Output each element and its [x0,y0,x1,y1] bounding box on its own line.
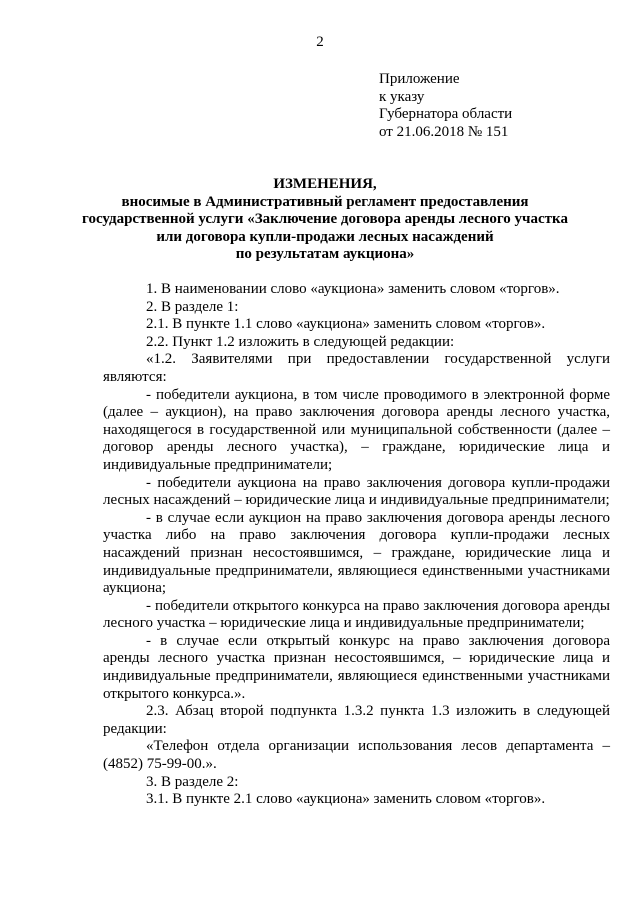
paragraph: - в случае если аукцион на право заключения договора аренды лесного участка либо на право заключения договора купли-продажи лесных насаждений признан несостоявшимся, – граждане, юридические лица и индивидуальные предприниматели, являющиеся единственными участниками аукциона; [103,509,610,597]
paragraph: 2. В разделе 1: [146,298,239,315]
paragraph: - победители аукциона на право заключения договора купли-продажи лесных насаждений – юридические лица и индивидуальные предприниматели; [103,474,610,509]
page-number: 2 [316,34,324,50]
title-line: по результатам аукциона» [235,246,415,263]
appendix-line: Губернатора области [379,106,513,123]
paragraph: 3. В разделе 2: [146,773,239,790]
paragraph: 3.1. В пункте 2.1 слово «аукциона» заменить словом «торгов». [146,791,546,808]
title-line: ИЗМЕНЕНИЯ, [273,176,377,192]
appendix-line: Приложение [379,71,460,87]
title-line: государственной услуги «Заключение договора аренды лесного участка [82,211,568,228]
paragraph: «1.2. Заявителями при предоставлении государственной услуги являются: [103,351,610,385]
paragraph: 2.1. В пункте 1.1 слово «аукциона» заменить словом «торгов». [146,316,546,333]
paragraph: - победители аукциона, в том числе проводимого в электронной форме (далее – аукцион), на право заключения договора аренды лесного участка, находящегося в государственной или муниципальной собственности (далее – договор аренды лесного участка), – граждане, юридические лица и индивидуальные предприниматели; [103,386,610,473]
paragraph: 2.2. Пункт 1.2 изложить в следующей редакции: [146,333,455,350]
appendix-note [379,71,512,141]
document-title [80,176,570,264]
paragraph: 2.3. Абзац второй подпункта 1.3.2 пункта 1.3 изложить в следующей редакции: [103,703,610,737]
appendix-line: к указу [379,88,425,105]
paragraph: 1. В наименовании слово «аукциона» заменить словом «торгов». [146,281,560,297]
document-body [103,281,610,809]
appendix-line: от 21.06.2018 № 151 [379,123,509,140]
title-line: вносимые в Административный регламент предоставления [121,193,529,210]
paragraph: «Телефон отдела организации использования лесов департамента – (4852) 75-99-00.». [103,738,610,773]
paragraph: - победители открытого конкурса на право заключения договора аренды лесного участка – юридические лица и индивидуальные предприниматели; [103,597,610,632]
paragraph: - в случае если открытый конкурс на право заключения договора аренды лесного участка признан несостоявшимся, – юридические лица и индивидуальные предприниматели, являющиеся единственными участниками открытого конкурса.». [103,632,610,702]
title-line: или договора купли-продажи лесных насаждений [156,228,494,245]
